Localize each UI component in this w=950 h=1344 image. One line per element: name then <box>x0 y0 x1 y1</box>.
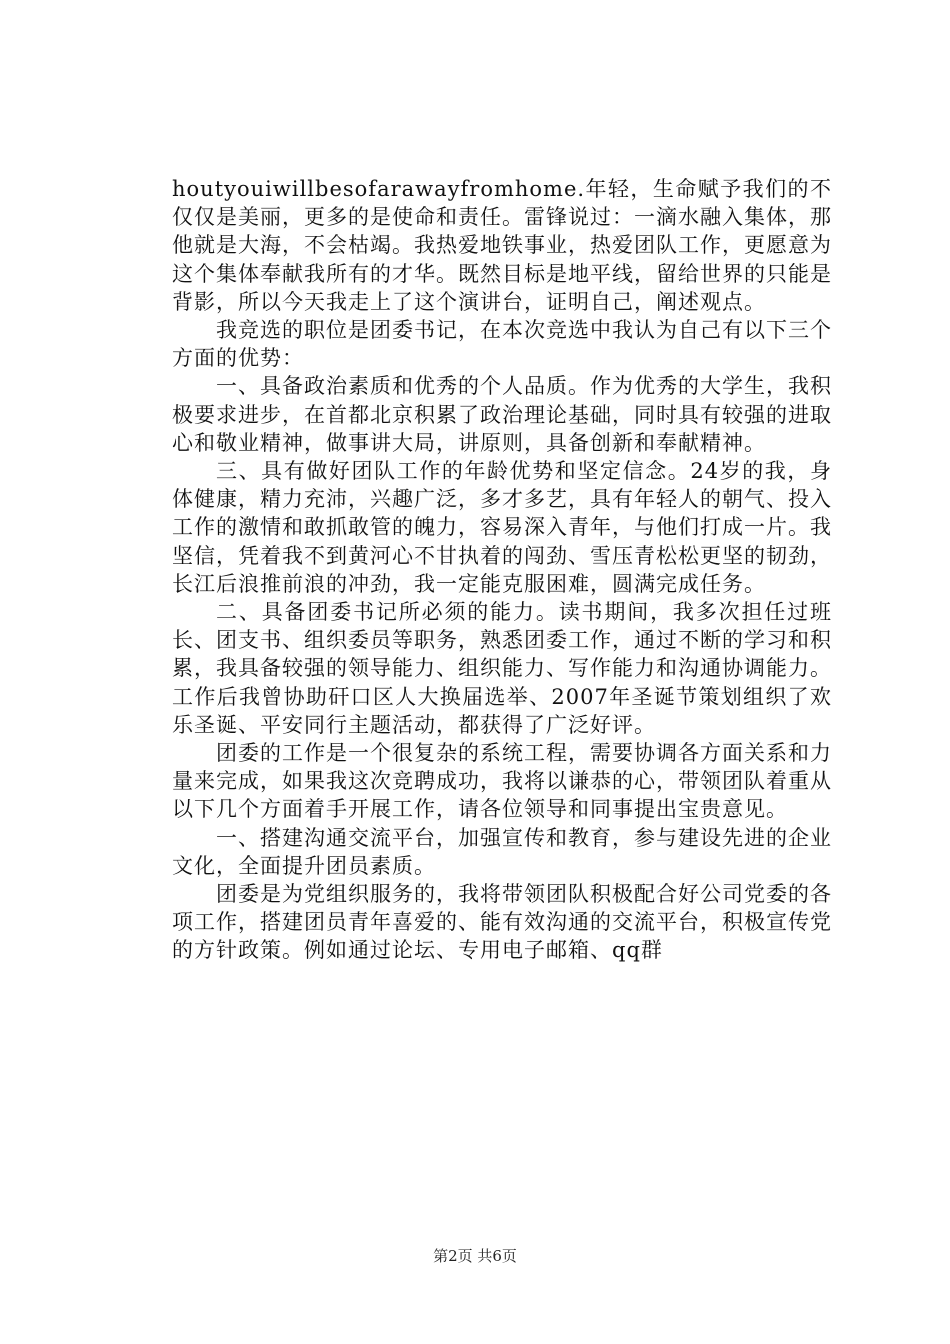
paragraph-1: houtyouiwillbesofarawayfromhome.年轻，生命赋予我们的不仅仅是美丽，更多的是使命和责任。雷锋说过：一滴水融入集体，那他就是大海，不会枯竭。我热爱地铁事业，热爱团队工作，更愿意为这个集体奉献我所有的才华。既然目标是地平线，留给世界的只能是背影，所以今天我走上了这个演讲台，证明自己，阐述观点。 <box>172 177 832 314</box>
paragraph-3: 一、具备政治素质和优秀的个人品质。作为优秀的大学生，我积极要求进步，在首都北京积累了政治理论基础，同时具有较强的进取心和敬业精神，做事讲大局，讲原则，具备创新和奉献精神。 <box>172 374 832 455</box>
page-number-footer: 第2页 共6页 <box>433 1247 517 1265</box>
paragraph-5: 二、具备团委书记所必须的能力。读书期间，我多次担任过班长、团支书、组织委员等职务，熟悉团委工作，通过不断的学习和积累，我具备较强的领导能力、组织能力、写作能力和沟通协调能力。工作后我曾协助矸口区人大换届选举、2007年圣诞节策划组织了欢乐圣诞、平安同行主题活动，都获得了广泛好评。 <box>172 600 832 737</box>
paragraph-4: 三、具有做好团队工作的年龄优势和坚定信念。24岁的我，身体健康，精力充沛，兴趣广泛，多才多艺，具有年轻人的朝气、投入工作的激情和敢抓敢管的魄力，容易深入青年，与他们打成一片。我坚信，凭着我不到黄河心不甘执着的闯劲、雪压青松松更坚的韧劲，长江后浪推前浪的冲劲，我一定能克服困难，圆满完成任务。 <box>172 459 832 596</box>
document-body <box>172 175 832 965</box>
paragraph-2: 我竞选的职位是团委书记，在本次竞选中我认为自己有以下三个方面的优势： <box>172 318 832 371</box>
paragraph-7: 一、搭建沟通交流平台，加强宣传和教育，参与建设先进的企业文化，全面提升团员素质。 <box>172 825 832 878</box>
paragraph-8: 团委是为党组织服务的，我将带领团队积极配合好公司党委的各项工作，搭建团员青年喜爱的、能有效沟通的交流平台，积极宣传党的方针政策。例如通过论坛、专用电子邮箱、qq群 <box>172 882 832 963</box>
paragraph-6: 团委的工作是一个很复杂的系统工程，需要协调各方面关系和力量来完成，如果我这次竞聘成功，我将以谦恭的心，带领团队着重从以下几个方面着手开展工作，请各位领导和同事提出宝贵意见。 <box>172 741 832 822</box>
